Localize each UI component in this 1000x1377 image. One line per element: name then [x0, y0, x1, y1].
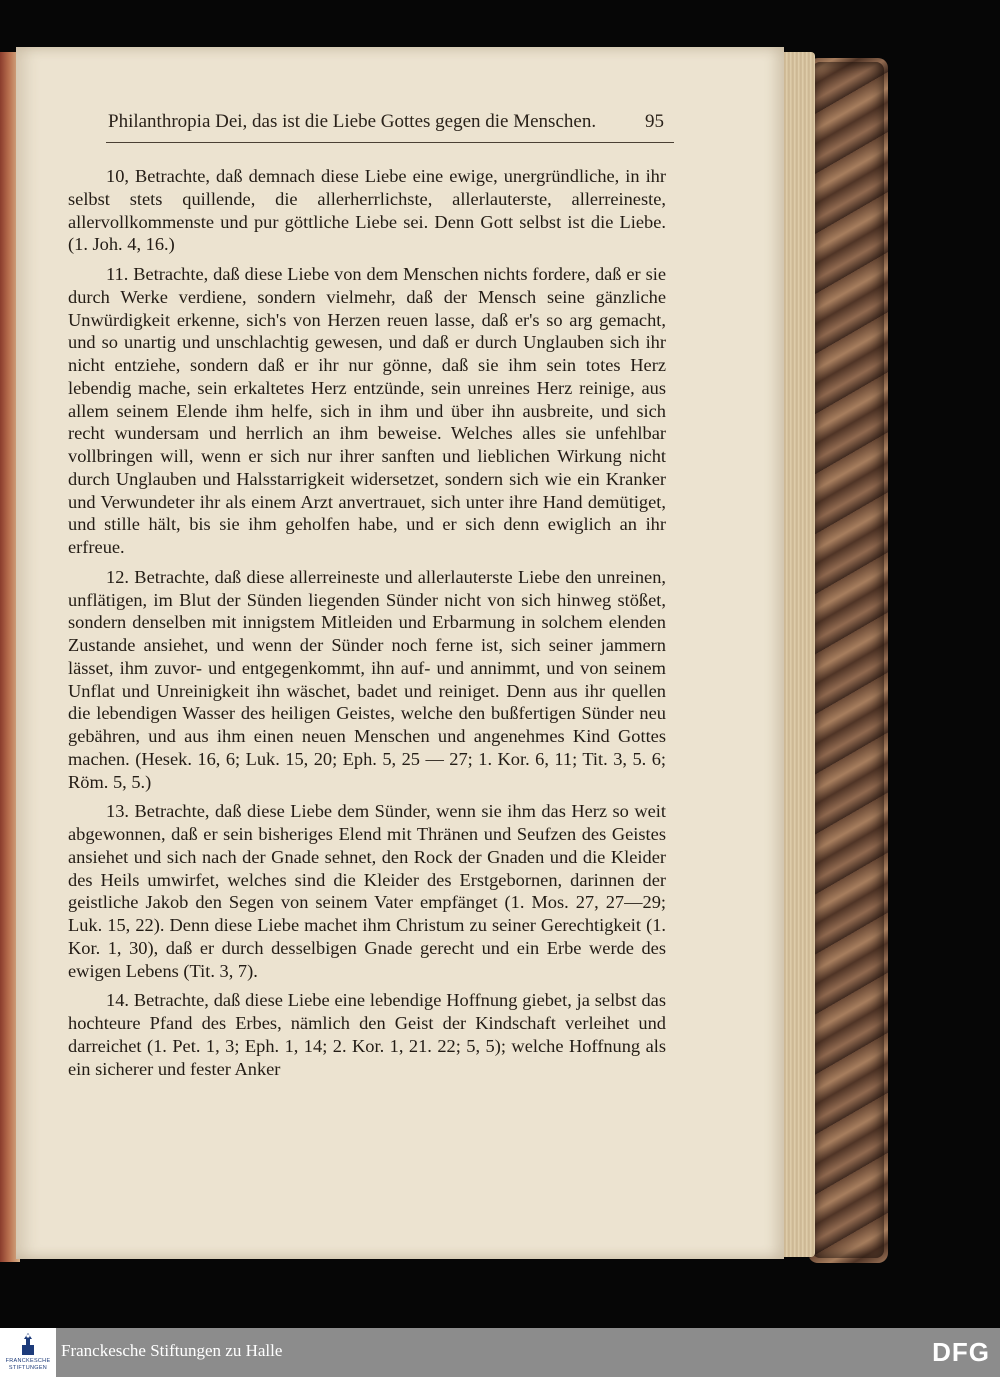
- body-text: [68, 165, 666, 1087]
- institution-name[interactable]: Franckesche Stiftungen zu Halle: [61, 1341, 283, 1360]
- paragraph-13: 13. Betrachte, daß diese Liebe dem Sünder, wenn sie ihm das Herz so weit abgewonnen, daß er sein bisheriges Elend mit Thränen und Seufzen des Geistes ansiehet und sich nach der Gnade sehnet, den Rock der Gnaden und die Kleider des Heils umwirfet, welches sind die Kleider des Erstgebornen, darinnen der geistliche Jakob den Segen von seinem Vater empfänget (1. Mos. 27, 27—29; Luk. 15, 22). Denn diese Liebe machet ihm Christum zu seiner Gerechtigkeit (1. Kor. 1, 30), daß er durch desselbigen Gnade gerecht und ein Erbe werde des ewigen Lebens (Tit. 3, 7).: [68, 801, 666, 981]
- book-page: [16, 47, 784, 1259]
- francke-logo-icon[interactable]: [0, 1328, 56, 1377]
- header-rule: [106, 142, 674, 143]
- page-number: 95: [645, 111, 664, 132]
- paragraph-11: 11. Betrachte, daß diese Liebe von dem Menschen nichts fordere, daß er sie durch Werke verdiene, sondern vielmehr, daß der Mensch seine gänzliche Unwürdigkeit erkenne, sich's von Herzen reuen lasse, daß er's so arg gemacht, und so unartig und unschlachtig gewesen, und daß er durch Unglauben sich ihr nicht entziehe, sondern daß er ihr nur gönne, daß sie ihm sein totes Herz lebendig mache, sein erkaltetes Herz entzünde, sein unreines Herz reinige, aus allem seinem Elende ihm helfe, sich in ihm und über ihn ausbreite, und sich recht wundersam und herrlich an ihm beweise. Welches alles sie unfehlbar vollbringen will, wenn er sich nur ihrer sanften und lieblichen Wirkung nicht durch Unglauben und Halsstarrigkeit widersetzet, sondern sich wie ein Kranker und Verwundeter ihr als einem Arzt anvertrauet, sich unter ihre Hand demütiget, und stille hält, bis sie ihm geholfen habe, und er sich denn ewiglich an ihr erfreue.: [68, 264, 666, 557]
- paragraph-14: 14. Betrachte, daß diese Liebe eine lebendige Hoffnung giebet, ja selbst das hochteure Pfand des Erbes, nämlich den Geist der Kindschaft verleihet und darreichet (1. Pet. 1, 3; Eph. 1, 14; 2. Kor. 1, 21. 22; 5, 5); welche Hoffnung als ein sicherer und fester Anker: [68, 990, 666, 1079]
- paragraph-10: 10, Betrachte, daß demnach diese Liebe eine ewige, unergründliche, in ihr selbst stets quillende, die allerherrlichste, allerlauterste, allerreineste, allervollkommenste und pur göttliche Liebe sei. Denn Gott selbst ist die Liebe. (1. Joh. 4, 16.): [68, 166, 666, 255]
- paragraph-12: 12. Betrachte, daß diese allerreineste und allerlauterste Liebe den unreinen, unflätigen, im Blut der Sünden liegenden Sünder nicht von sich hinweg stößet, sondern denselben mit innigstem Mitleiden und Erbarmung in solchem elenden Zustande ansiehet, und wenn der Sünder noch ferne ist, sich seiner jammern lässet, ihm zuvor- und entgegenkommt, ihn auf- und annimmt, und von seinem Unflat und Unreinigkeit ihn wäschet, badet und reiniget. Denn aus ihr quellen die lebendigen Wasser des heiligen Geistes, welche den bußfertigen Sünder neu gebähren, und aus ihm einen neuen Menschen und angenehmes Kind Gottes machen. (Hesek. 16, 6; Luk. 15, 20; Eph. 5, 25 — 27; 1. Kor. 6, 11; Tit. 3, 5. 6; Röm. 5, 5.): [68, 566, 666, 792]
- francke-emblem-icon: [14, 1331, 42, 1357]
- dfg-logo[interactable]: DFG: [932, 1337, 990, 1367]
- running-head-title: Philanthropia Dei, das ist die Liebe Gottes gegen die Menschen.: [108, 111, 597, 132]
- logo-text: FRANCKESCHE STIFTUNGEN: [5, 1358, 51, 1371]
- book-cover-rim: [812, 62, 884, 1258]
- running-head: [108, 111, 676, 141]
- footer-bar: [0, 1328, 1000, 1377]
